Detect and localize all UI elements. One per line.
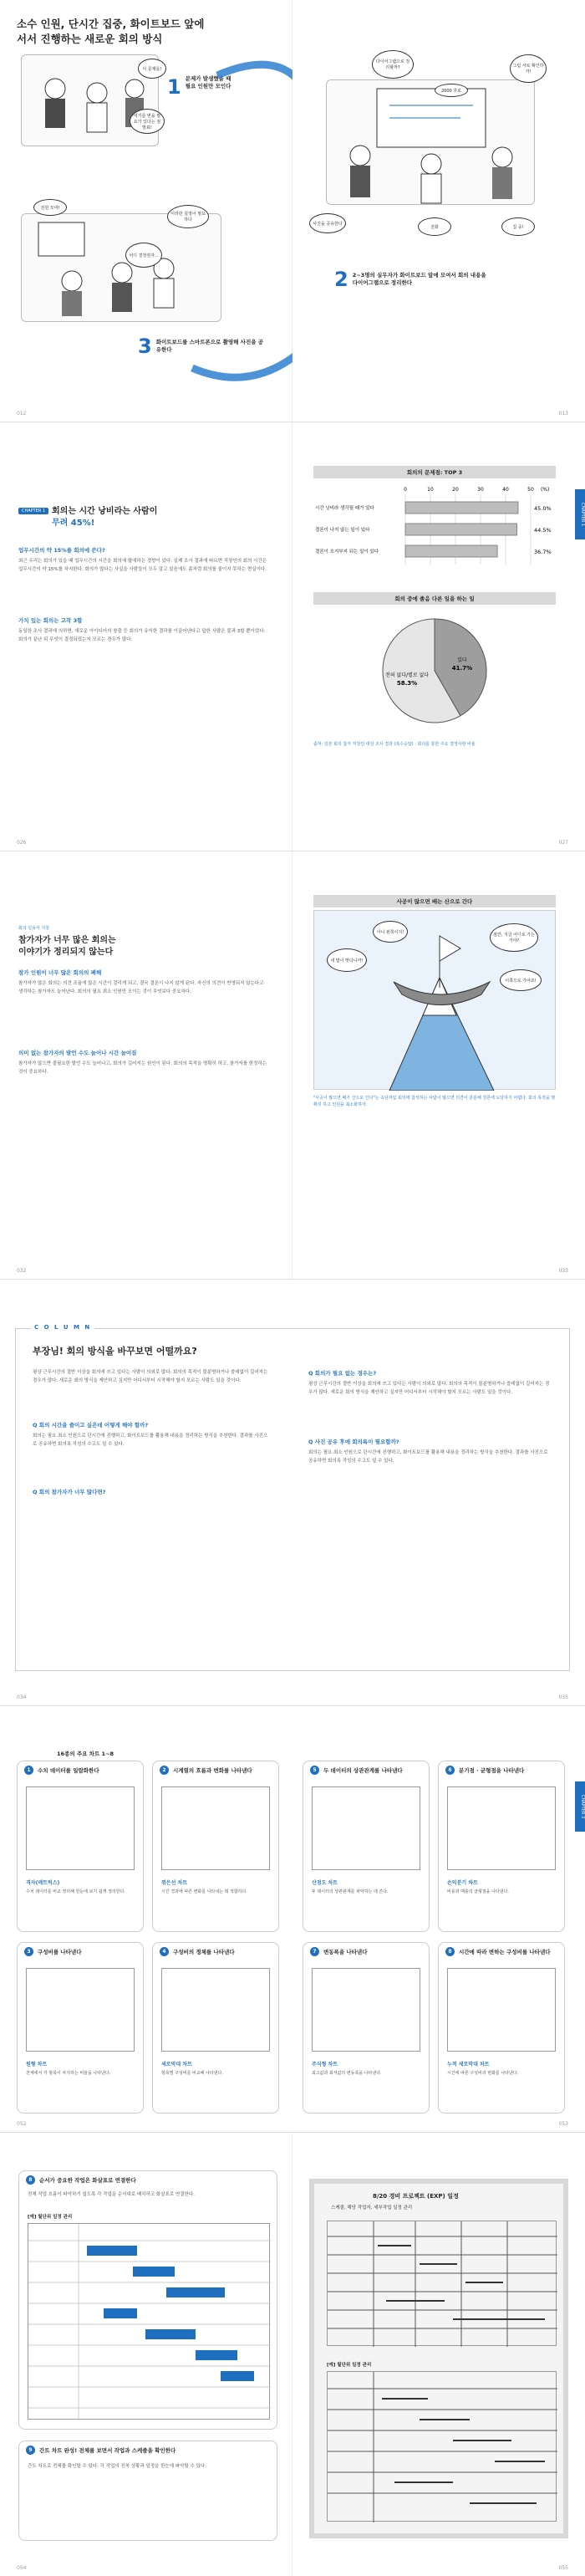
spread-3 [0,851,585,1280]
chart-type-panel [303,1761,430,1932]
chart-type-panel [152,1761,279,1932]
step-number: 3 [138,335,152,358]
value-label: 44.5% [534,527,552,534]
panel-text: 간트 차트로 전체를 확인할 수 있다. 각 작업의 진척 상황과 일정을 한눈에 파악할 수 있다. [28,2464,206,2469]
boat-on-mountain-illustration [313,910,556,1090]
chart-sketch [312,1786,420,1870]
tick-label: 0 [404,487,407,493]
panel-title: 구성비를 나타낸다 [38,1949,82,1955]
column-title: 부장님! 회의 방식을 바꾸보면 어떨까요? [33,1346,197,1357]
chart-type-desc: 수치 데이터를 비교 정리해 한눈에 보기 쉽게 정리한다. [26,1889,125,1894]
step-text: 화이트보드를 스마트폰으로 촬영해 사진을 공유한다 [155,339,264,353]
step-2 [334,268,486,291]
column-paragraph: 평상 근무시간의 절반 이상을 회의에 쓰고 있다는 사람이 의외로 많다. 회의의 목적이 불분명하거나 쓸데없이 길어지는 경우가 많다. 새로운 회의 방식을 제안하고 싶지만 어디서부터 시작해야 할지 모르는 사람도 있을 것이다. [308,1382,550,1395]
slice-label: 전혀 없다/별로 없다 [384,672,430,678]
page-number: 026 [17,840,27,846]
speech-bubble: 다이어그램으로 정리할까? [372,50,414,79]
page-number: 012 [17,411,27,417]
gantt-grid [28,2224,271,2420]
chart-sketch [447,1786,556,1870]
body-paragraph: 동일한 조사 결과에 의하면, 새로운 아이디어의 창출 등 회의가 유익한 결과를 이끌어낸다고 답한 사람은 불과 3할 뿐이었다. 회의가 끝난 뒤 무엇이 결정되었는지 모르는 경우가 많다. [18,629,266,642]
board-table [327,2221,557,2346]
column-paragraph: 회의는 필요 최소 인원으로 단시간에 진행하고, 화이트보드를 활용해 내용을 정리하는 방식을 추천한다. 결과를 사진으로 공유하면 회의록 작성의 수고도 덜 수 있다. [308,1450,548,1464]
step-number: 2 [334,268,348,291]
chart-sketch [312,1968,420,2052]
whiteboard-sketch [327,80,536,206]
spread-6 [0,2133,585,2576]
step-number: 6 [445,1766,455,1775]
subheading: 참가 인원이 너무 많은 회의의 폐해 [18,969,102,976]
panel-title: 간트 차트 완성! 전체를 보면서 작업과 스케줄을 확인한다 [39,2447,176,2454]
chart-type-name: 꺾은선 차트 [161,1880,188,1886]
speech-bubble: 집 중! [501,217,535,236]
whiteboard-photo [309,2179,568,2538]
chart-type-panel [152,1942,279,2113]
illustration-title: 사공이 많으면 배는 산으로 간다 [313,895,556,907]
spread-4 [0,1280,585,1706]
whiteboard-illustration [326,79,535,205]
page-033 [292,851,585,1279]
gantt-complete-panel [18,2441,277,2541]
board-table-2 [327,2371,557,2522]
page-027 [292,422,585,851]
table-title: [예] 월단위 일정 관리 [28,2215,73,2220]
column-question: Q 회의가 필요 없는 경우는? [308,1370,377,1377]
panel-title: 시계열의 흐름과 변화를 나타낸다 [173,1767,252,1774]
board-grid [328,2221,557,2347]
bar-chart [313,481,556,581]
speech-bubble: 아니 왼쪽이지! [373,921,408,943]
column-question: Q 회의 참가자가 너무 많다면? [33,1489,106,1495]
step-number: 8 [26,2175,35,2185]
chart-type-panel [303,1942,430,2113]
tick-label: 30 [477,487,484,493]
chapter-tag: 회의 실용서 지침 [18,926,49,931]
body-paragraph: 참가자가 많은 회의는 의견 조율에 많은 시간이 걸리게 되고, 결국 결론이 나지 않게 된다. 자신의 의견이 반영되지 않는다고 생각하는 참가자도 늘어난다. 회의의 필요 최소 인원만 모이는 것이 무엇보다 중요하다. [18,981,264,994]
page-number: 055 [558,2565,568,2571]
chart-type-desc: 시간 경과에 따른 변화를 나타내는 데 적합하다. [161,1889,247,1894]
speech-bubble: 전화 [418,217,451,236]
flow-arrows [0,0,292,422]
pie-chart [313,608,556,733]
column-label: C O L U M N [31,1324,94,1331]
page-026 [0,422,292,851]
table-title: [예] 월단위 일정 관리 [327,2363,372,2368]
chart-type-desc: 두 데이터의 상관관계를 파악하는 데 쓴다. [312,1889,389,1894]
step-number: 8 [445,1947,455,1956]
slice-label: 있다 [457,657,467,664]
chart-type-panel [17,1761,144,1932]
column-question: Q 사진 공유 후에 회의록이 필요할까? [308,1439,399,1445]
tick-label: 20 [452,487,459,493]
chart-catalog-header: 16종의 주요 차트 1~8 [57,1751,114,1757]
body-paragraph: 최근 우리는 회의가 있을 때 업무시간의 시간을 회의에 할애하는 경향이 있다. 실제 조사 결과에 따르면 직장인의 회의 시간은 업무시간의 약 15%를 차지한다. 회의가 많다는 사실을 사람들이 모두 알고 있음에도 좀처럼 회의를 줄이지 못하는 현실이다. [18,559,267,572]
bar [405,545,497,557]
chart-type-panel [17,1942,144,2113]
speech-bubble: 이 문제를! [138,59,166,79]
speech-bubble: 사진을 공유한다 [309,213,346,233]
pie-chart-title: 회의 중에 졸음 다른 일을 하는 일 [313,592,556,605]
section-heading: 회의는 시간 낭비라는 사람이 무려 45%! [52,507,158,528]
speech-bubble: 2000 후로 [435,84,468,97]
chart-type-panel [438,1942,565,2113]
tick-label: 10 [427,487,434,493]
column-question: Q 회의 시간을 줄이고 싶은데 어떻게 해야 할까? [33,1422,149,1429]
chart-sketch [161,1968,270,2052]
chart-type-desc: 항목별 구성비를 비교해 나타낸다. [161,2071,223,2076]
chart-type-desc: 시간에 따른 구성비의 변화를 나타낸다. [447,2071,519,2076]
page-012 [0,0,292,422]
chart-type-panel [438,1761,565,1932]
chart-type-name: 격자(매트릭스) [26,1880,60,1886]
chart-type-name: 손익분기 차트 [447,1880,478,1886]
body-paragraph: 참가자가 많으면 불필요한 발언 수도 늘어나고, 회의가 길어지는 원인이 된다. 회의의 목적을 명확히 하고, 참가자를 한정하는 것이 중요하다. [18,1061,267,1075]
side-tab: CHAPTER 1 [575,489,585,539]
column-box [15,1324,570,1671]
page-number: 027 [558,840,568,846]
chart-sketch [26,1786,135,1870]
panel-title: 두 데이터의 상관관계를 나타낸다 [323,1767,403,1774]
spread-5 [0,1706,585,2133]
spread-1 [0,0,585,422]
chart-type-name: 세로막대 차트 [161,2062,192,2067]
step-number: 2 [160,1766,169,1775]
gantt-step-panel [18,2170,277,2430]
spread-2 [0,422,585,851]
bar [405,502,518,514]
illustration-caption: "사공이 많으면 배가 산으로 간다"는 속담처럼 회의에 참석하는 사람이 많으면 의견이 분분해 결론에 도달하기 어렵다. 회의 목적을 명확히 하고 인원을 최소화하자. [313,1096,556,1107]
panel-title: 수치 데이터를 일람화한다 [38,1767,99,1774]
chart-sketch [447,1968,556,2052]
page-032 [0,851,292,1279]
page-number: 035 [558,1694,568,1700]
category-label: 결론이 나지 않는 일이 있다 [315,528,370,533]
page-number: 033 [558,1268,568,1274]
step-number: 3 [24,1947,33,1956]
page-number: 053 [558,2121,568,2127]
panel-title: 시간에 따라 변하는 구성비를 나타낸다 [459,1949,551,1955]
slice-value: 41.7% [451,665,473,672]
chart-type-desc: 최고값과 최저값의 변동폭을 나타낸다. [312,2071,382,2076]
category-label: 결론이 흐지부지 되는 일이 있다 [315,549,379,555]
step-number: 7 [310,1947,319,1956]
board-subtitle: 스케줄, 해당 작업자, 세부작업 일정 관리 [331,2205,413,2211]
page-number: 054 [17,2565,27,2571]
bar-chart-title: 회의의 문제점: TOP 3 [313,466,556,478]
step-number: 1 [167,75,181,99]
board-title: 8/20 경비 프로젝트 (EXP) 일정 [373,2193,459,2200]
chart-caption: 출처: 일본 회의 참가 직장인 대상 조사 결과 (복수응답) · 회의를 통한 주요 결정사항 비율 [313,742,476,747]
chart-type-name: 주식형 차트 [312,2062,338,2067]
subheading: 업무시간의 약 15%를 회의에 쓴다? [18,547,105,554]
chapter-tag: CHAPTER 1 [18,508,48,514]
page-title: 소수 인원, 단시간 집중, 화이트보드 앞에 서서 진행하는 새로운 회의 방식 [17,18,205,45]
step-number: 4 [160,1947,169,1956]
speech-bubble: 잠깐, 지금 어디로 가는 거야? [490,923,538,952]
panel-title: 구성비의 정체를 나타낸다 [173,1949,235,1955]
chart-type-desc: 비용과 매출의 균형점을 나타낸다. [447,1889,509,1894]
tick-label: 40 [502,487,509,493]
chart-sketch [26,1968,135,2052]
panel-title: 변동폭을 나타낸다 [323,1949,368,1955]
step-number: 5 [310,1766,319,1775]
page-013 [292,0,585,422]
page-054 [0,2133,292,2576]
panel-text: 전체 작업 흐름이 파악하기 쉽도록 각 작업을 순서대로 배치하고 화살표로 연결한다. [28,2192,195,2197]
column-paragraph: 평상 근무시간의 절반 이상을 회의에 쓰고 있다는 사람이 의외로 많다. 회의의 목적이 불분명하거나 쓸데없이 길어지는 경우가 많다. 새로운 회의 방식을 제안하고 싶지만 어디서부터 시작해야 할지 모르는 사람도 있을 것이다. [33,1370,268,1383]
page-number: 034 [17,1694,27,1700]
gantt-table [28,2223,270,2420]
column-paragraph: 회의는 필요 최소 인원으로 단시간에 진행하고, 화이트보드를 활용해 내용을 정리하는 방식을 추천한다. 결과를 사진으로 공유하면 회의록 작성의 수고도 덜 수 있다. [33,1434,268,1447]
step-text: 2~3명의 실무자가 화이트보드 앞에 모여서 회의 내용을 다이어그램으로 정리한다 [352,272,486,286]
tick-label: 50 [527,487,534,493]
slice-value: 58.3% [396,679,418,687]
value-label: 36.7% [534,549,552,555]
step-number: 1 [24,1766,33,1775]
step-number: 9 [26,2446,35,2455]
speech-bubble: 이쪽으로 가야죠! [500,969,542,991]
step-text: 문제가 발생했을 때 필요 인원만 모인다 [185,75,231,89]
panel-title: 순서가 중요한 작업은 화살표로 연결한다 [39,2177,136,2184]
speech-bubble: 전원 모여! [33,199,67,216]
section-heading: 참가자가 너무 많은 회의는 이야기가 정리되지 않는다 [18,936,116,957]
speech-bubble: 그럼 서로 확인하자! [510,54,547,83]
chart-type-name: 누적 세로막대 차트 [447,2062,490,2067]
chart-type-name: 원형 차트 [26,2062,48,2067]
panel-title: 분기점 · 균형점을 나타낸다 [459,1767,525,1774]
side-tab: CHAPTER 3 [575,1781,585,1832]
speech-bubble: 여기를 변을 필요가 있다는 점 발표! [130,109,165,134]
subheading: 의미 없는 참가자의 발언 수도 늘어나 시간 늘어짐 [18,1050,137,1056]
chart-sketch [161,1786,270,1870]
category-label: 시간 낭비라 생각될 때가 있다 [315,506,374,511]
chart-type-desc: 전체에서 각 항목이 차지하는 비율을 나타낸다. [26,2071,111,2076]
unit-label: (%) [541,487,550,493]
page-number: 013 [558,411,568,417]
value-label: 45.0% [534,505,552,512]
speech-bubble: 이러한 설정이 필요하다 [167,205,209,228]
speech-bubble: 어디 결정권자... [125,243,162,268]
subheading: 가치 있는 회의는 고작 3할 [18,617,83,624]
bar [405,524,517,535]
speech-bubble: 내 말이 맞다니까! [327,948,367,972]
chart-type-name: 산점도 차트 [312,1880,338,1886]
board-grid-2 [328,2372,557,2522]
page-number: 052 [17,2121,27,2127]
page-number: 032 [17,1268,27,1274]
page-055 [292,2133,585,2576]
